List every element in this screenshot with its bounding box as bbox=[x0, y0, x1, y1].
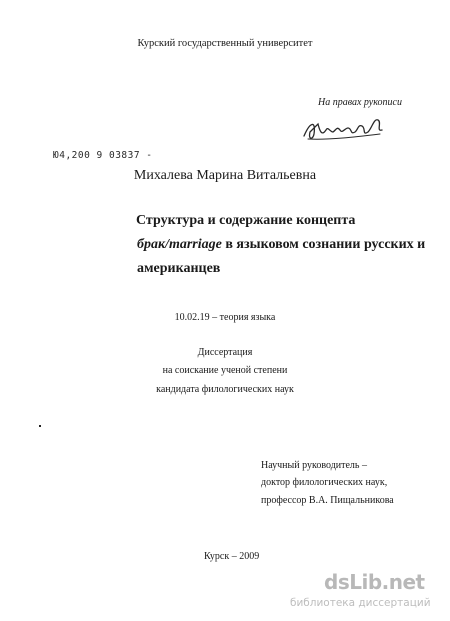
watermark-subtitle: библиотека диссертаций bbox=[290, 597, 431, 609]
watermark-logo: dsLib.net bbox=[324, 570, 425, 594]
title-line-2 bbox=[137, 237, 425, 253]
place-year: Курск – 2009 bbox=[204, 551, 260, 562]
work-type-line-2: на соискание ученой степени bbox=[162, 365, 288, 376]
specialty: 10.02.19 – теория языка bbox=[174, 312, 276, 323]
handwritten-signature bbox=[300, 110, 390, 146]
rights-note: На правах рукописи bbox=[318, 97, 402, 108]
supervisor-line-3: профессор В.А. Пищальникова bbox=[261, 495, 394, 506]
archive-code: Ю4,200 9 03837 - bbox=[53, 150, 153, 161]
work-type-line-1: Диссертация bbox=[197, 347, 253, 358]
supervisor-line-2: доктор филологических наук, bbox=[261, 477, 388, 488]
title-concept: брак/marriage bbox=[137, 237, 222, 252]
title-line-2-rest: в языковом сознании русских и bbox=[221, 237, 426, 252]
title-line-1: Структура и содержание концепта bbox=[136, 213, 356, 228]
supervisor-line-1: Научный руководитель – bbox=[261, 460, 367, 471]
work-type-line-3: кандидата филологических наук bbox=[156, 384, 294, 395]
title-line-3: американцев bbox=[137, 261, 221, 276]
university-name: Курский государственный университет bbox=[137, 38, 313, 49]
author-name: Михалева Марина Витальевна bbox=[133, 168, 317, 183]
scan-speck bbox=[39, 425, 41, 427]
